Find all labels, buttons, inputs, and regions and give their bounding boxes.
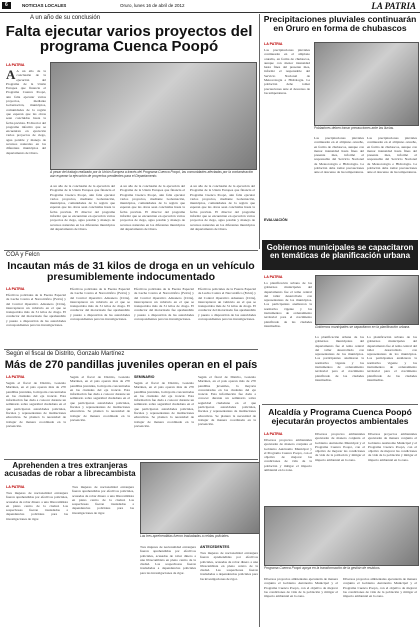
art4-headline: Incautan más de 31 kilos de droga en un vehículo presumiblemente indocumentado — [7, 260, 255, 283]
art2-body-col2: Las precipitaciones pluviales continuarán en el altiplano orureño, en forma de chubascos, aunque con menor intensidad hasta fines del presente mes, informó el responsable del Servicio Nacional de Meteorología e Hidrología. La población debe tomar precauciones ante el descenso de las temperaturas. — [314, 136, 364, 175]
art3-body: La planificación urbana de los gobiernos municipales del departamento fue el tema central del taller desarrollado con representantes de los municipios. Los participantes analizaron la normativa vigente y los instrumentos de ordenamiento territorial para el crecimiento planificado de las ciudades intermedias. — [264, 281, 312, 328]
issue-date: Oruro, lunes 16 de abril de 2012 — [120, 3, 185, 8]
art6-body: Tres mujeres de nacionalidad extranjera fueron aprehendidas por efectivos policiales, acusadas de robar dinero a una librecambista en pleno centro de la ciudad. Las sospechosas fueron trasladadas a dependencias policiales para las investigaciones de rigor. — [6, 491, 68, 521]
section-rule — [262, 404, 418, 405]
art7-body-col2: Diversos proyectos ambientales ejecutarán de manera conjunta el Gobierno Autónomo Municipal y el Programa Cuenca Poopó, con el objetivo de mejorar las condiciones de vida de la población y mitigar el impacto ambiental en la zona. — [315, 432, 365, 462]
art2-body: Las precipitaciones pluviales continuarán en el altiplano orureño, en forma de chubascos, aunque con menor intensidad hasta fines del presente mes, informó el responsable del Servicio Nacional de Meteorología e Hidrología. La población debe tomar precauciones ante el descenso de las temperaturas. — [264, 48, 310, 95]
art7-tag: LA PATRIA — [264, 432, 283, 436]
art6-tag: LA PATRIA — [6, 485, 25, 489]
art2-headline: Precipitaciones pluviales continuarán en Oruro en forma de chubascos — [263, 14, 417, 33]
section-rule — [4, 349, 258, 350]
art4-body-col4: Efectivos policiales de la Fuerza Especial de Lucha Contra el Narcotráfico (Felcn) y del Control Operativo Aduanero (COA), interceptaron un vehículo en el que se transportaba más de 31 kilos de droga. El conductor del motorizado fue aprehendido y puesto a disposición de las autoridades correspondientes para las investigaciones. — [198, 287, 256, 322]
art7-body: Diversos proyectos ambientales ejecutarán de manera conjunta el Gobierno Autónomo Municipal y el Programa Cuenca Poopó, con el objetivo de mejorar las condiciones de vida de la población y mitigar el impacto ambiental en la zona. — [264, 438, 312, 473]
section-rule — [4, 250, 258, 251]
art4-kicker: COA y Felcn — [6, 252, 40, 258]
art5-kicker: Según el fiscal de Distrito, Gonzalo Martínez — [6, 351, 125, 357]
art6-caption: Las tres aprehendidas fueron trasladadas a celdas policiales. — [140, 534, 230, 538]
art6-photo — [140, 462, 260, 534]
art3-tag: LA PATRIA — [264, 275, 283, 279]
art3-photo — [315, 275, 419, 325]
art5-body: Según el fiscal de Distrito, Gonzalo Martínez, en el país operan más de 270 pandillas juveniles, la mayoría concentradas en las ciudades del eje troncal. Esta información fue dada a conocer durante un seminario sobre seguridad ciudadana en el que participaron autoridades policiales, fiscales y representantes de instituciones educativas. Se planteó la necesidad de trabajar de manera coordinada en la prevención. — [6, 381, 66, 428]
art1-caption: A pesar del trabajo realizado por la Unión Europea a través del Programa Cuenca Poopó, las comunidades afectadas por la contaminación aún esperan la ejecución de proyectos pendientes para el Departamento. — [50, 170, 254, 178]
art4-body-col3: Efectivos policiales de la Fuerza Especial de Lucha Contra el Narcotráfico (Felcn) y del Control Operativo Aduanero (COA), interceptaron un vehículo en el que se transportaba más de 31 kilos de droga. El conductor del motorizado fue aprehendido y puesto a disposición de las autoridades correspondientes para las investigaciones. — [134, 287, 194, 322]
art4-body: Efectivos policiales de la Fuerza Especial de Lucha Contra el Narcotráfico (Felcn) y del Control Operativo Aduanero (COA), interceptaron un vehículo en el que se transportaba más de 31 kilos de droga. El conductor del motorizado fue aprehendido y puesto a disposición de las autoridades correspondientes para las investigaciones. — [6, 293, 66, 328]
art6-body-col3: Tres mujeres de nacionalidad extranjera fueron aprehendidas por efectivos policiales, acusadas de robar dinero a una librecambista en pleno centro de la ciudad. Las sospechosas fueron trasladadas a dependencias policiales para las investigaciones de rigor. — [140, 545, 196, 575]
art7-caption: Programa Cuenca Poopó apoya en la transformación de la gestión de residuos. — [264, 566, 381, 570]
art1-photo — [50, 62, 257, 170]
art1-kicker: A un año de su conclusión — [30, 15, 101, 21]
art5-body-col2: Según el fiscal de Distrito, Gonzalo Martínez, en el país operan más de 270 pandillas juveniles, la mayoría concentradas en las ciudades del eje troncal. Esta información fue dada a conocer durante un seminario sobre seguridad ciudadana en el que participaron autoridades policiales, fiscales y representantes de instituciones educativas. Se planteó la necesidad de trabajar de manera coordinada en la prevención. — [70, 375, 130, 422]
art2-subhead: EVALUACIÓN — [264, 218, 288, 222]
page-number: 6 — [2, 2, 11, 9]
art4-body-col2: Efectivos policiales de la Fuerza Especial de Lucha Contra el Narcotráfico (Felcn) y del Control Operativo Aduanero (COA), interceptaron un vehículo en el que se transportaba más de 31 kilos de droga. El conductor del motorizado fue aprehendido y puesto a disposición de las autoridades correspondientes para las investigaciones. — [70, 287, 130, 322]
art5-body-col4: Según el fiscal de Distrito, Gonzalo Martínez, en el país operan más de 270 pandillas juveniles, la mayoría concentradas en las ciudades del eje troncal. Esta información fue dada a conocer durante un seminario sobre seguridad ciudadana en el que participaron autoridades policiales, fiscales y representantes de instituciones educativas. Se planteó la necesidad de trabajar de manera coordinada en la prevención. — [198, 375, 256, 427]
section-rule — [4, 459, 258, 460]
column-divider — [259, 405, 260, 627]
art1-body-col3: A un año de la conclusión de la ejecución del Programa de la Unión Europea que financia el Programa Cuenca Poopó, aún falta ejecutar varios proyectos, mediante Gobernación, municipios, comunidades de la región que esperan que las obras sean concluidas hasta la fecha prevista. El director del programa informó que se encuentran en ejecución varios proyectos de riego, agua potable y manejo de recursos naturales en los diferentes municipios del departamento de Oruro. — [120, 184, 185, 231]
art1-tag: LA PATRIA — [6, 63, 25, 67]
art6-body-col2: Tres mujeres de nacionalidad extranjera fueron aprehendidas por efectivos policiales, acusadas de robar dinero a una librecambista en pleno centro de la ciudad. Las sospechosas fueron trasladadas a dependencias policiales para las investigaciones de rigor. — [72, 485, 134, 515]
page-header — [0, 0, 420, 13]
art2-photo — [314, 42, 419, 126]
section-name: NOTICIAS LOCALES — [22, 3, 67, 8]
art5-subhead: SEMINARIO — [134, 375, 155, 379]
art3-body-col2: La planificación urbana de los gobiernos municipales del departamento fue el tema central del taller desarrollado con representantes de los municipios. Los participantes analizaron la normativa vigente y los instrumentos de ordenamiento territorial para el crecimiento planificado de las ciudades intermedias. — [315, 335, 364, 382]
art5-headline: Más de 270 pandillas juveniles operan en el país — [4, 359, 258, 371]
art7-body-col5: Diversos proyectos ambientales ejecutarán de manera conjunta el Gobierno Autónomo Municipal y el Programa Cuenca Poopó, con el objetivo de mejorar las condiciones de vida de la población y mitigar el impacto ambiental en la zona. — [343, 577, 417, 599]
art2-caption: Pobladores deben tomar precauciones ante las lluvias. — [314, 126, 395, 130]
art6-body-col4: Tres mujeres de nacionalidad extranjera fueron aprehendidas por efectivos policiales, acusadas de robar dinero a una librecambista en pleno centro de la ciudad. Las sospechosas fueron trasladadas a dependencias policiales para las investigaciones de rigor. — [200, 551, 258, 581]
art4-tag: LA PATRIA — [6, 287, 25, 291]
art7-photo — [264, 506, 419, 566]
art1-body: A A un año de la conclusión de la ejecución del Programa de la Unión Europea que financia el Programa Cuenca Poopó, aún falta ejecutar varios proyectos, mediante Gobernación, municipios, comunidades de la región que esperan que las obras sean concluidas hasta la fecha prevista. El director del programa informó que se encuentran en ejecución varios proyectos de riego, agua potable y manejo de recursos naturales en los diferentes municipios del departamento de Oruro. — [6, 69, 46, 155]
art1-headline: Falta ejecutar varios proyectos del programa Cuenca Poopó — [5, 23, 253, 56]
art3-body-col3: La planificación urbana de los gobiernos municipales del departamento fue el tema central del taller desarrollado con representantes de los municipios. Los participantes analizaron la normativa vigente y los instrumentos de ordenamiento territorial para el crecimiento planificado de las ciudades intermedias. — [367, 335, 417, 382]
art3-caption: Gobiernos municipales se capacitaron en la planificación urbana. — [315, 325, 411, 329]
art3-headline: Gobiernos municipales se capacitaron en temáticas de planificación urbana — [266, 243, 414, 261]
art6-subhead: ANTECEDENTES — [200, 545, 230, 549]
art5-body-col3: Según el fiscal de Distrito, Gonzalo Martínez, en el país operan más de 270 pandillas juveniles, la mayoría concentradas en las ciudades del eje troncal. Esta información fue dada a conocer durante un seminario sobre seguridad ciudadana en el que participaron autoridades policiales, fiscales y representantes de instituciones educativas. Se planteó la necesidad de trabajar de manera coordinada en la prevención. — [134, 381, 194, 428]
art6-headline: Aprehenden a tres extranjeras acusadas de robar a librecambista — [4, 461, 136, 479]
art7-body-col4: Diversos proyectos ambientales ejecutarán de manera conjunta el Gobierno Autónomo Municipal y el Programa Cuenca Poopó, con el objetivo de mejorar las condiciones de vida de la población y mitigar el impacto ambiental en la zona. — [264, 577, 338, 599]
art7-headline: Alcaldía y Programa Cuenca Poopó ejecutarán proyectos ambientales — [268, 407, 412, 426]
art1-body-col2: A un año de la conclusión de la ejecución del Programa de la Unión Europea que financia el Programa Cuenca Poopó, aún falta ejecutar varios proyectos, mediante Gobernación, municipios, comunidades de la región que esperan que las obras sean concluidas hasta la fecha prevista. El director del programa informó que se encuentran en ejecución varios proyectos de riego, agua potable y manejo de recursos naturales en los diferentes municipios del departamento de Oruro. — [50, 184, 115, 231]
column-divider — [259, 14, 260, 249]
art5-tag: LA PATRIA — [6, 375, 25, 379]
art2-tag: LA PATRIA — [264, 42, 283, 46]
art2-body-col3: Las precipitaciones pluviales continuarán en el altiplano orureño, en forma de chubascos, aunque con menor intensidad hasta fines del presente mes, informó el responsable del Servicio Nacional de Meteorología e Hidrología. La población debe tomar precauciones ante el descenso de las temperaturas. — [367, 136, 417, 175]
art7-body-col3: Diversos proyectos ambientales ejecutarán de manera conjunta el Gobierno Autónomo Municipal y el Programa Cuenca Poopó, con el objetivo de mejorar las condiciones de vida de la población y mitigar el impacto ambiental en la zona. — [368, 432, 417, 462]
masthead-logo: LA PATRIA — [371, 1, 416, 11]
art1-body-col4: A un año de la conclusión de la ejecución del Programa de la Unión Europea que financia el Programa Cuenca Poopó, aún falta ejecutar varios proyectos, mediante Gobernación, municipios, comunidades de la región que esperan que las obras sean concluidas hasta la fecha prevista. El director del programa informó que se encuentran en ejecución varios proyectos de riego, agua potable y manejo de recursos naturales en los diferentes municipios del departamento de Oruro. — [190, 184, 255, 231]
